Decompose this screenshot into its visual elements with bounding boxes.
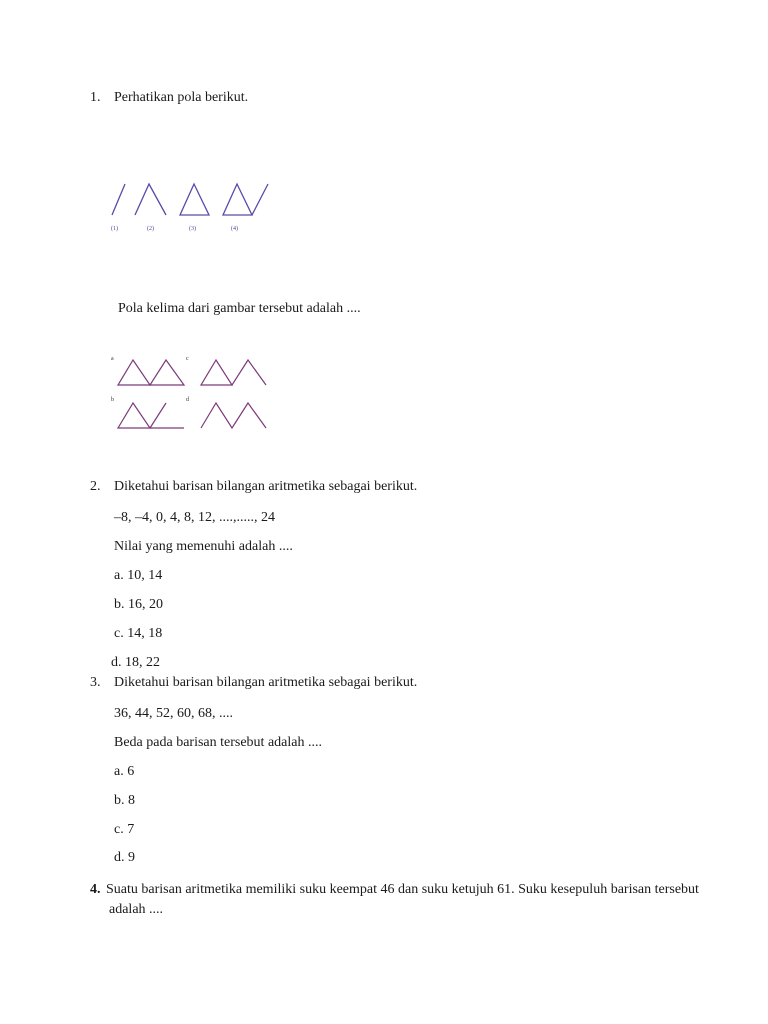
q2-option-d: d. 18, 22	[111, 655, 160, 670]
pattern-label-1: (1)	[111, 226, 118, 232]
q1-pattern-figure	[105, 178, 275, 238]
pattern-label-3: (3)	[189, 226, 196, 232]
option-b-triangle	[118, 403, 150, 428]
q3-option-d: d. 9	[114, 850, 135, 865]
option-b-stick-bar	[150, 403, 166, 428]
q1-question: Pola kelima dari gambar tersebut adalah ....	[118, 301, 361, 316]
option-c-caret	[232, 360, 266, 385]
q2-text: Diketahui barisan bilangan aritmetika sebagai berikut.	[114, 479, 418, 494]
q2-option-c: c. 14, 18	[114, 626, 163, 641]
q3-option-b: b. 8	[114, 793, 135, 808]
q3-sequence: 36, 44, 52, 60, 68, ....	[114, 706, 233, 721]
pattern-2-caret	[135, 184, 166, 215]
q3-number: 3.	[90, 675, 101, 690]
pattern-3-triangle	[180, 184, 209, 215]
q3-option-a: a. 6	[114, 764, 135, 779]
q3-text: Diketahui barisan bilangan aritmetika sebagai berikut.	[114, 675, 418, 690]
option-a-triangle-1	[118, 360, 150, 385]
pattern-4-stick	[252, 184, 268, 215]
q1-text: Perhatikan pola berikut.	[114, 90, 249, 105]
option-a-triangle-2	[150, 360, 184, 385]
q3-option-c: c. 7	[114, 822, 135, 837]
option-label-b: b	[111, 397, 114, 403]
option-c-triangle	[201, 360, 232, 385]
option-label-c: c	[186, 356, 189, 362]
q2-option-a: a. 10, 14	[114, 568, 163, 583]
q2-option-b: b. 16, 20	[114, 597, 163, 612]
option-label-a: a	[111, 356, 114, 362]
q2-sequence: –8, –4, 0, 4, 8, 12, ....,....., 24	[114, 510, 275, 525]
option-d-zigzag	[201, 403, 266, 428]
option-label-d: d	[186, 397, 189, 403]
q4-text: Suatu barisan aritmetika memiliki suku keempat 46 dan suku ketujuh 61. Suku kesepuluh barisan tersebut adalah ....	[106, 882, 699, 917]
q3-question: Beda pada barisan tersebut adalah ....	[114, 735, 322, 750]
q1-options-figure	[108, 352, 278, 436]
pattern-4-triangle	[223, 184, 252, 215]
pattern-label-4: (4)	[231, 226, 238, 232]
pattern-1-stick	[112, 184, 125, 215]
q4-number: 4.	[90, 882, 101, 897]
q1-number: 1.	[90, 90, 101, 105]
q2-question: Nilai yang memenuhi adalah ....	[114, 539, 293, 554]
pattern-label-2: (2)	[147, 226, 154, 232]
q2-number: 2.	[90, 479, 101, 494]
